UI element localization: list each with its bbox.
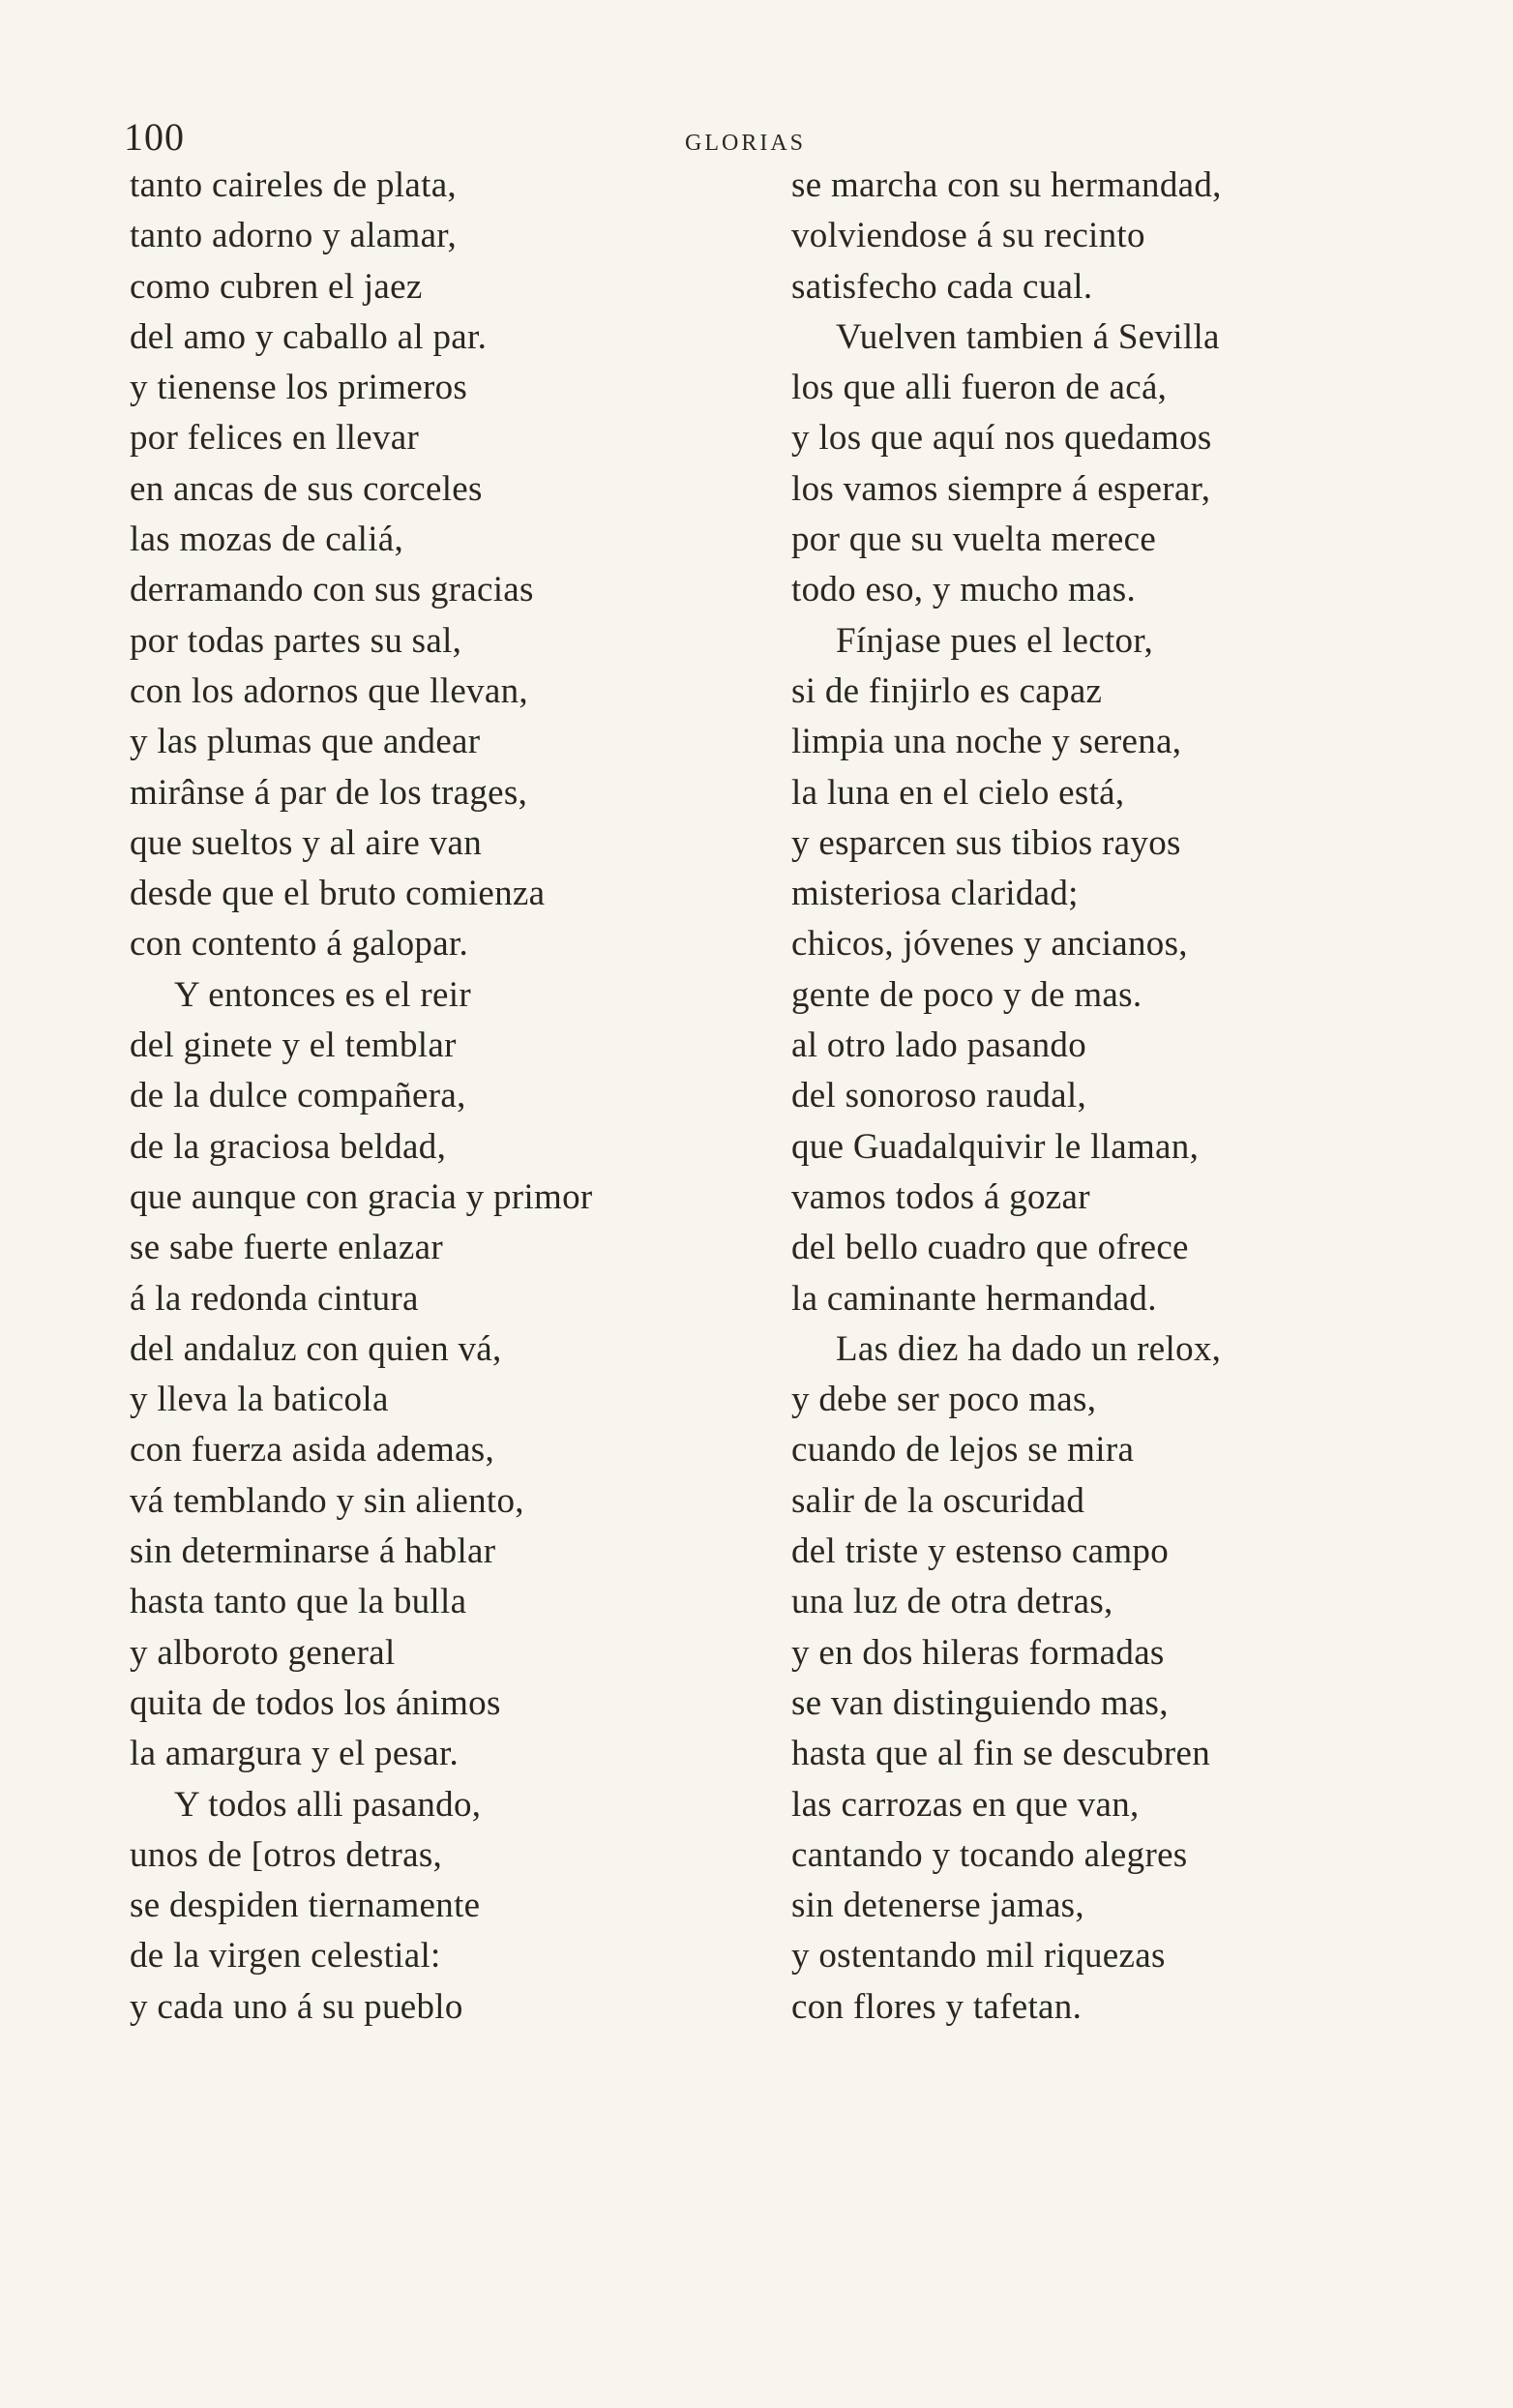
verse-line: como cubren el jaez bbox=[130, 266, 423, 307]
verse-line: y las plumas que andear bbox=[130, 722, 481, 762]
verse-line: hasta tanto que la bulla bbox=[130, 1582, 467, 1622]
verse-line: la luna en el cielo está, bbox=[791, 772, 1125, 813]
verse-line: y esparcen sus tibios rayos bbox=[791, 822, 1181, 863]
right-verse-column bbox=[791, 161, 1410, 2033]
verse-line: chicos, jóvenes y ancianos, bbox=[791, 924, 1188, 965]
verse-line: y tienense los primeros bbox=[130, 368, 468, 408]
verse-line: los vamos siempre á esperar, bbox=[791, 468, 1211, 509]
verse-line: los que alli fueron de acá, bbox=[791, 368, 1168, 408]
verse-line: con los adornos que llevan, bbox=[130, 670, 528, 711]
verse-line: Vuelven tambien á Sevilla bbox=[836, 316, 1220, 357]
verse-line: gente de poco y de mas. bbox=[791, 974, 1142, 1015]
verse-line: de la graciosa beldad, bbox=[130, 1126, 447, 1167]
verse-line: se despiden tiernamente bbox=[130, 1886, 481, 1926]
verse-line: del sonoroso raudal, bbox=[791, 1076, 1087, 1116]
verse-line: por felices en llevar bbox=[130, 418, 420, 459]
verse-line: una luz de otra detras, bbox=[791, 1582, 1113, 1622]
verse-line: quita de todos los ánimos bbox=[130, 1682, 501, 1723]
verse-line: del andaluz con quien vá, bbox=[130, 1328, 502, 1369]
verse-line: limpia una noche y serena, bbox=[791, 722, 1182, 762]
verse-line: y los que aquí nos quedamos bbox=[791, 418, 1212, 459]
verse-line: y debe ser poco mas, bbox=[791, 1380, 1097, 1420]
verse-line: al otro lado pasando bbox=[791, 1026, 1086, 1066]
verse-line: del triste y estenso campo bbox=[791, 1531, 1170, 1572]
verse-line: misteriosa claridad; bbox=[791, 874, 1079, 914]
verse-line: y lleva la baticola bbox=[130, 1380, 389, 1420]
verse-line: la amargura y el pesar. bbox=[130, 1734, 460, 1774]
verse-line: se sabe fuerte enlazar bbox=[130, 1228, 443, 1268]
verse-line: y en dos hileras formadas bbox=[791, 1632, 1165, 1673]
verse-line: del amo y caballo al par. bbox=[130, 316, 488, 357]
verse-line: cuando de lejos se mira bbox=[791, 1430, 1135, 1471]
verse-line: tanto caireles de plata, bbox=[130, 165, 457, 205]
verse-line: del bello cuadro que ofrece bbox=[791, 1228, 1189, 1268]
verse-line: satisfecho cada cual. bbox=[791, 266, 1093, 307]
verse-line: del ginete y el temblar bbox=[130, 1026, 457, 1066]
verse-line: desde que el bruto comienza bbox=[130, 874, 546, 914]
verse-line: vá temblando y sin aliento, bbox=[130, 1480, 524, 1521]
verse-line: que aunque con gracia y primor bbox=[130, 1176, 593, 1217]
verse-line: sin detenerse jamas, bbox=[791, 1886, 1084, 1926]
verse-line: que Guadalquivir le llaman, bbox=[791, 1126, 1200, 1167]
verse-line: con fuerza asida ademas, bbox=[130, 1430, 495, 1471]
verse-line: Las diez ha dado un relox, bbox=[836, 1328, 1222, 1369]
verse-line: sin determinarse á hablar bbox=[130, 1531, 496, 1572]
verse-line: por que su vuelta merece bbox=[791, 520, 1157, 560]
verse-line: Y entonces es el reir bbox=[174, 974, 471, 1015]
verse-line: vamos todos á gozar bbox=[791, 1176, 1090, 1217]
verse-line: con contento á galopar. bbox=[130, 924, 469, 965]
verse-line: á la redonda cintura bbox=[130, 1278, 419, 1319]
verse-line: las mozas de caliá, bbox=[130, 520, 404, 560]
verse-line: hasta que al fin se descubren bbox=[791, 1734, 1211, 1774]
verse-line: y alboroto general bbox=[130, 1632, 396, 1673]
left-verse-column bbox=[130, 161, 749, 2033]
running-title: GLORIAS bbox=[685, 131, 807, 156]
verse-line: todo eso, y mucho mas. bbox=[791, 570, 1137, 610]
verse-line: en ancas de sus corceles bbox=[130, 468, 483, 509]
verse-line: cantando y tocando alegres bbox=[791, 1834, 1188, 1875]
verse-line: unos de [otros detras, bbox=[130, 1834, 443, 1875]
verse-line: con flores y tafetan. bbox=[791, 1986, 1083, 2027]
verse-line: de la virgen celestial: bbox=[130, 1936, 441, 1977]
verse-line: de la dulce compañera, bbox=[130, 1076, 466, 1116]
verse-line: salir de la oscuridad bbox=[791, 1480, 1085, 1521]
verse-line: se marcha con su hermandad, bbox=[791, 165, 1222, 205]
verse-line: por todas partes su sal, bbox=[130, 620, 462, 661]
page-number: 100 bbox=[124, 115, 185, 159]
verse-line: y ostentando mil riquezas bbox=[791, 1936, 1166, 1977]
verse-line: la caminante hermandad. bbox=[791, 1278, 1157, 1319]
verse-line: se van distinguiendo mas, bbox=[791, 1682, 1169, 1723]
verse-line: si de finjirlo es capaz bbox=[791, 670, 1103, 711]
verse-line: que sueltos y al aire van bbox=[130, 822, 483, 863]
verse-line: Y todos alli pasando, bbox=[174, 1784, 482, 1825]
verse-line: y cada uno á su pueblo bbox=[130, 1986, 463, 2027]
verse-line: tanto adorno y alamar, bbox=[130, 216, 457, 256]
verse-line: las carrozas en que van, bbox=[791, 1784, 1140, 1825]
verse-line: mirânse á par de los trages, bbox=[130, 772, 528, 813]
verse-line: volviendose á su recinto bbox=[791, 216, 1145, 256]
verse-line: derramando con sus gracias bbox=[130, 570, 534, 610]
verse-line: Fínjase pues el lector, bbox=[836, 620, 1154, 661]
